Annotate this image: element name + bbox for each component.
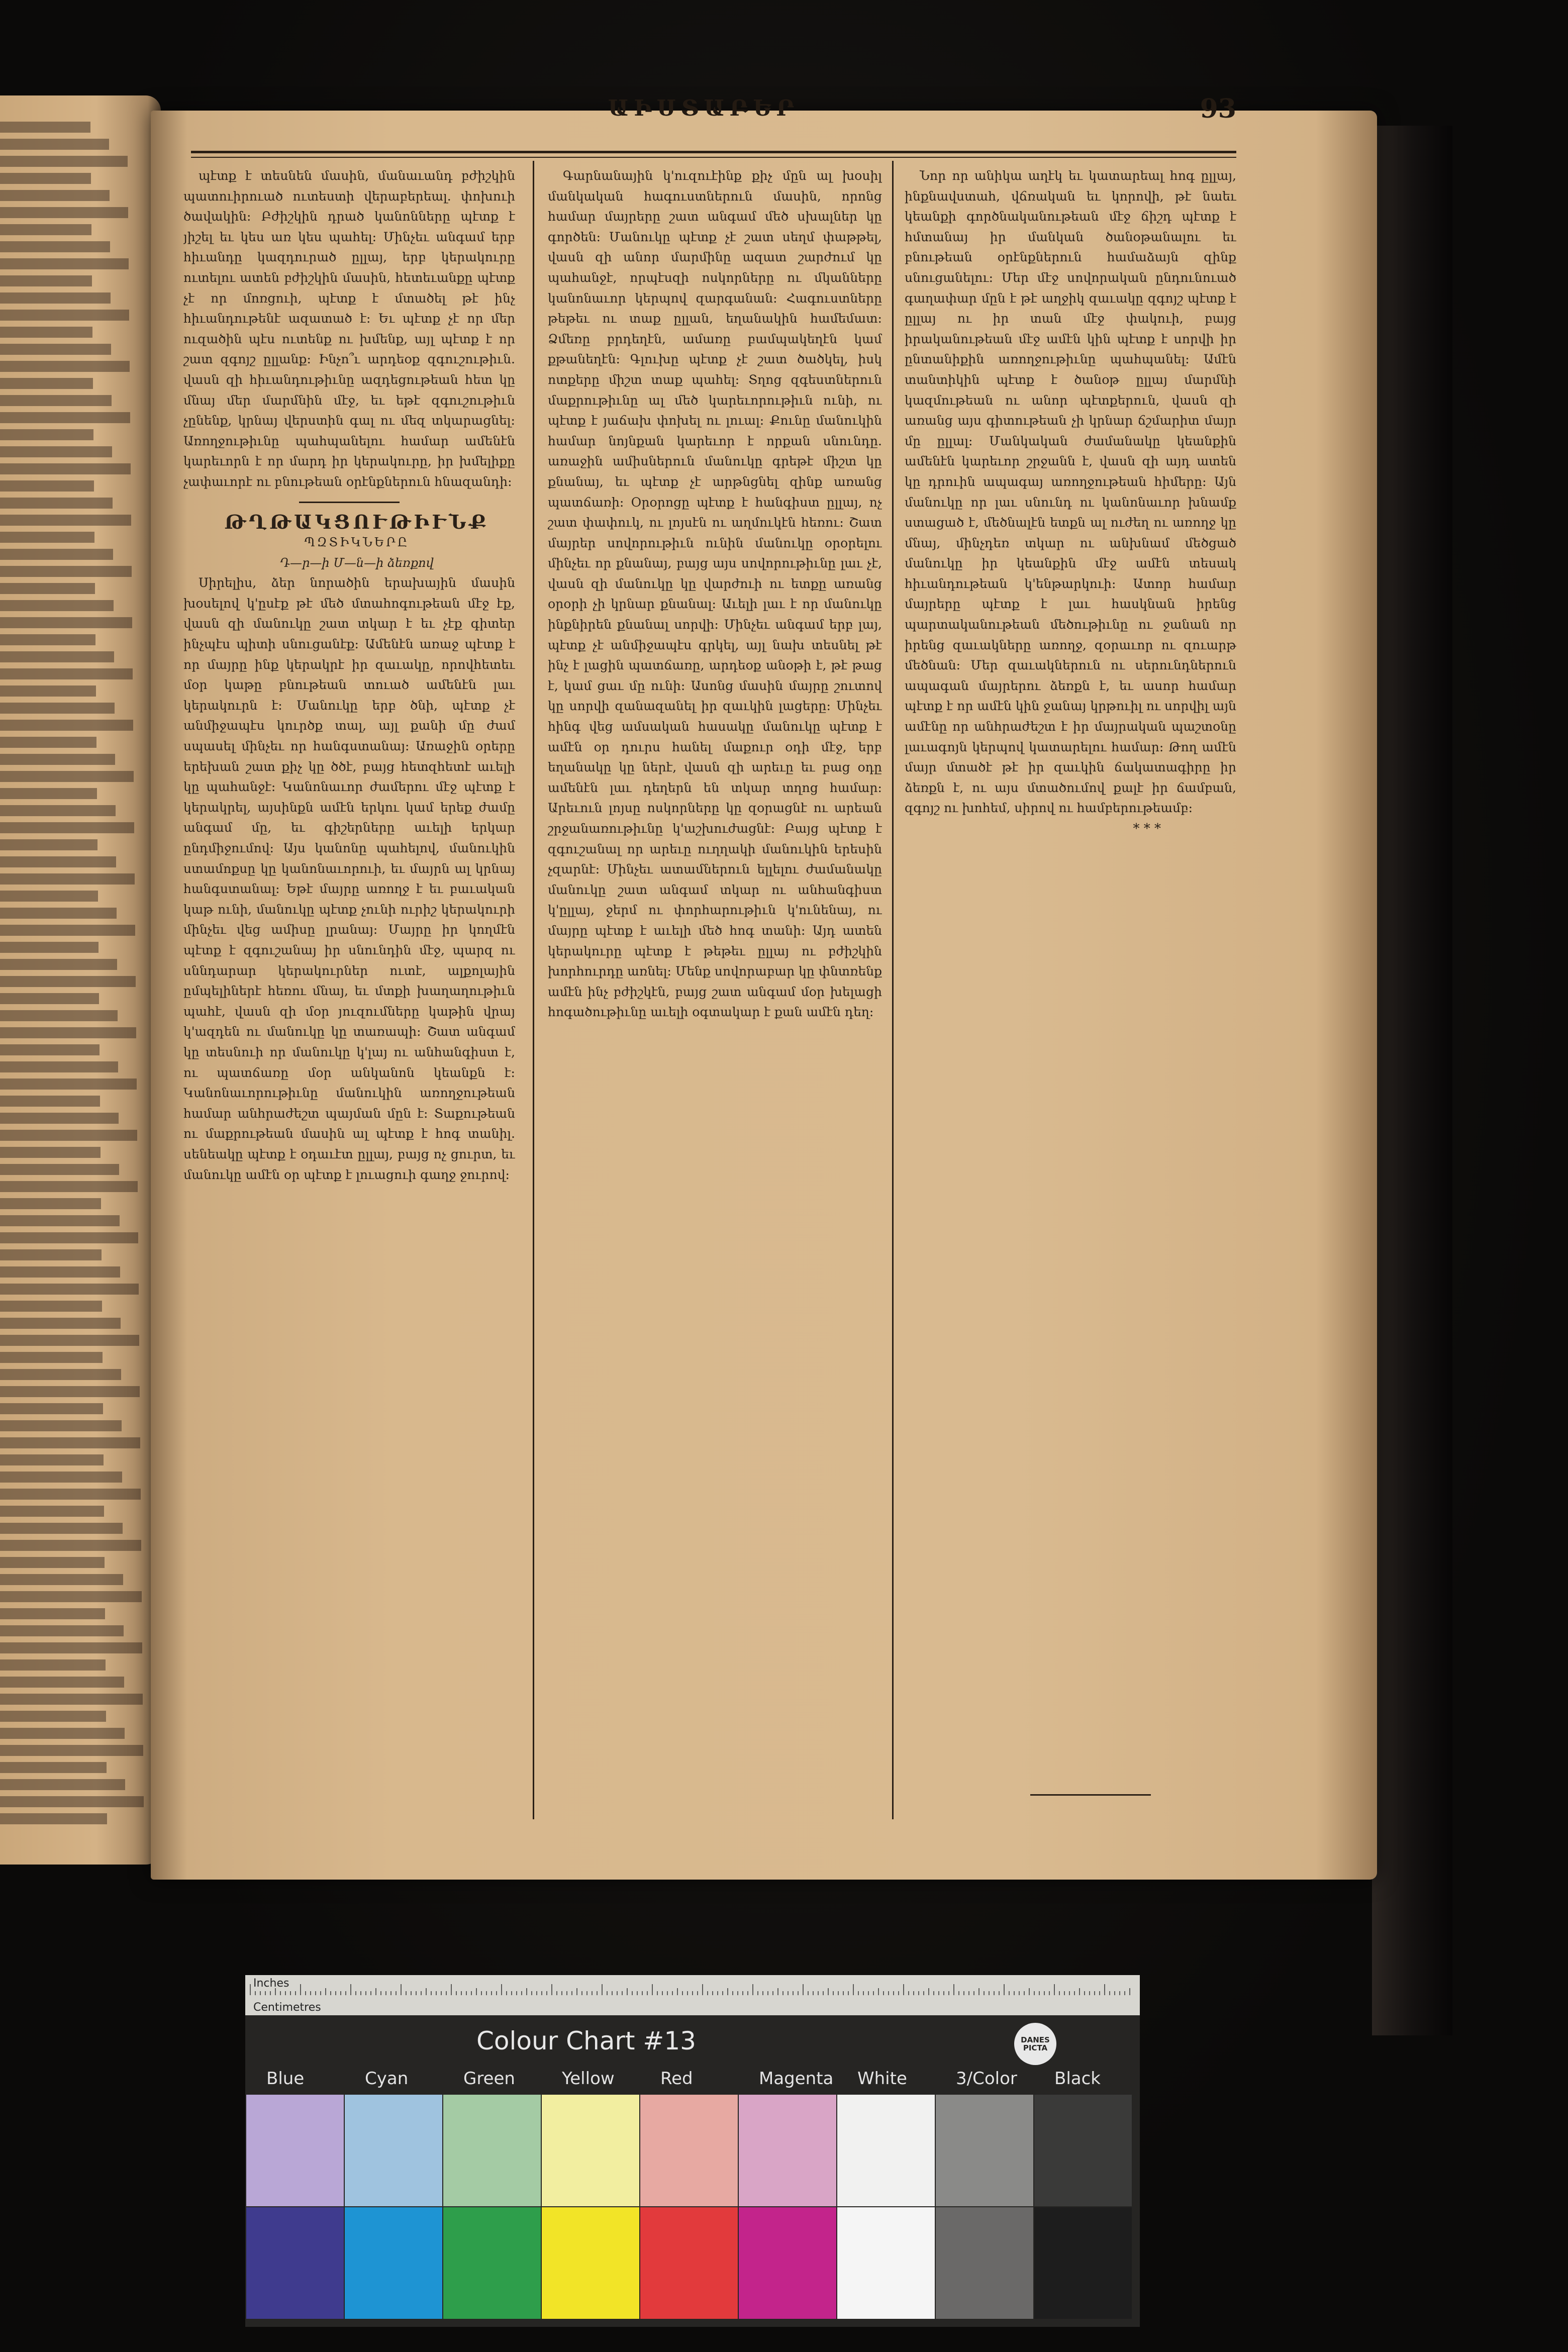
swatch-label: Yellow xyxy=(562,2069,615,2089)
swatch-light xyxy=(739,2095,836,2206)
left-page-line xyxy=(0,327,92,338)
page-number: 93 xyxy=(1200,93,1236,124)
left-page-line xyxy=(0,976,136,987)
left-page-line xyxy=(0,1318,121,1329)
left-page-line xyxy=(0,1728,125,1739)
left-page-line xyxy=(0,1335,139,1346)
column-3 xyxy=(905,166,1236,1774)
left-page-line xyxy=(0,771,134,782)
page-header xyxy=(181,85,1236,146)
left-page-line xyxy=(0,1113,119,1124)
left-page-line xyxy=(0,1130,137,1141)
ruler xyxy=(245,1975,1140,2015)
left-page-line xyxy=(0,378,93,389)
swatch-label: 3/Color xyxy=(956,2069,1017,2089)
header-rule-thin xyxy=(191,157,1236,158)
ruler-cm-label: Centimetres xyxy=(253,2001,321,2014)
left-page-line xyxy=(0,480,94,492)
left-page-line xyxy=(0,1745,143,1756)
left-page-line xyxy=(0,395,112,406)
swatch-light xyxy=(640,2095,738,2206)
left-page-line xyxy=(0,1181,138,1192)
left-page-line xyxy=(0,498,113,509)
swatch-label: Red xyxy=(660,2069,693,2089)
left-page-line xyxy=(0,1677,124,1688)
header-rule xyxy=(191,151,1236,153)
left-page-line xyxy=(0,1079,137,1090)
left-page-line xyxy=(0,1642,142,1653)
left-page-line xyxy=(0,1523,123,1534)
left-page-line xyxy=(0,1506,104,1517)
left-page-line xyxy=(0,566,132,577)
left-page-line xyxy=(0,1215,120,1226)
left-page-line xyxy=(0,1249,102,1260)
left-page-line xyxy=(0,1010,118,1021)
swatch-light xyxy=(246,2095,344,2206)
left-page-line xyxy=(0,839,97,850)
left-page-line xyxy=(0,685,96,697)
left-page-line xyxy=(0,292,111,304)
left-page-line xyxy=(0,891,98,902)
swatch-label: Blue xyxy=(266,2069,305,2089)
left-page-line xyxy=(0,1096,100,1107)
signature-stars: * * * xyxy=(1133,821,1161,836)
left-page-line xyxy=(0,1574,123,1585)
left-page-line xyxy=(0,617,132,628)
left-page-line xyxy=(0,1779,125,1790)
left-page-line xyxy=(0,959,117,970)
left-page-line xyxy=(0,446,112,457)
left-page-line xyxy=(0,429,93,440)
book-cover-edge xyxy=(1372,126,1452,2035)
left-page-line xyxy=(0,258,129,269)
swatch-light xyxy=(936,2095,1033,2206)
swatch-dark xyxy=(345,2207,442,2319)
column-2-text: Գարնանային կ'ուզուէինք քիչ մըն ալ խօսիլ մանկական հագուստներուն մասին, որոնց համար մայրերը շատ անգամ մեծ սխալներ կը գործեն։ Մանուկը պէտք չէ շատ սեղմ փաթթել, վասն զի անոր մարմինը ազատ շարժում կը պահանջէ, որպէսզի ոսկորները ու մկանները կանոնաւոր կերպով զարգանան։ Հագուստները թեթեւ ու տաք ըլլան, եղանակին համեմատ։ Ձմեռը բրդեղէն, ամառը բամպակեղէն կամ քթանեղէն։ Գլուխը պէտք չէ շատ ծածկել, իսկ ոտքերը միշտ տաք պահել։ Տղոց զգեստներուն մաքրութիւնը ալ մեծ կարեւորութիւն ունի, ու պէտք է յաճախ փոխել ու լուալ։ Քունը մանուկին համար նոյնքան կարեւոր է որքան սնունդը. առաջին ամիսներուն մանուկը գրեթէ միշտ կը քնանայ, եւ պէտք չէ արթնցնել զինք առանց պատճառի։ Օրօրոցը պէտք է հանգիստ ըլլայ, ոչ շատ փափուկ, ու լոյսէն ու աղմուկէն հեռու։ Շատ մայրեր սովորութիւն ունին մանուկը օրօրելու մինչեւ որ քնանայ, բայց այս սովորութիւնը լաւ չէ, վասն զի մանուկը կը վարժուի ու ետքը առանց օրօրի չի կրնար քնանալ։ Աւելի լաւ է որ մանուկը ինքնիրեն քնանալ սորվի։ Մինչեւ անգամ երբ լայ, պէտք չէ անմիջապէս գրկել, այլ նախ տեսնել թէ ինչ է լացին պատճառը, արդեօք անօթի է, թէ թաց է, կամ ցաւ մը ունի։ Ասոնց մասին մայրը շուտով կը սորվի զանազանել իր զաւկին լացերը։ Մինչեւ հինգ վեց ամսական հասակը մանուկը պէտք է ամէն օր դուրս հանել մաքուր օդի մէջ, երբ եղանակը կը ներէ, վասն զի արեւը եւ բաց օդը ամենէն լաւ դեղերն են տկար տղոց համար։ Արեւուն լոյսը ոսկորները կը զօրացնէ ու արեան շրջանառութիւնը կ'աշխուժացնէ։ Բայց պէտք է զգուշանալ որ արեւը ուղղակի մանուկին երեսին չզարնէ։ Մինչեւ ատամներուն ելլելու ժամանակը մանուկը շատ անգամ տկար ու անհանգիստ կ'ըլլայ, ջերմ ու փորհարութիւն կ'ունենայ, ու մայրը պէտք է աւելի մեծ հոգ տանի։ Այդ ատեն կերակուրը պէտք է թեթեւ ըլլայ ու բժիշկին խորհուրդը առնել։ Մենք սովորաբար կը փնտռենք ամէն ինչ բժիշկէն, բայց շատ անգամ մօր խելացի հոգածութիւնը աւելի օգտակար է քան ամէն դեղ։ xyxy=(548,168,882,1020)
column-3-text: Նոր որ անիկա աղէկ եւ կատարեալ հոգ ըլլայ, ինքնավստահ, վճռական եւ կորովի, թէ նաեւ կեանքի գործնականութեան մէջ ճիշդ պէտք է հմտանայ իր մանկան ծանօթանալու եւ բնութեան օրէնքներուն համաձայն զինք սնուցանելու։ Մեր մէջ սովորական ընդունուած գաղափար մըն է թէ աղջիկ զաւակը զգոյշ պէտք է ըլլայ ու իր տան մէջ փակուի, բայց իրականութեան մէջ ամէն կին պէտք է սորվի իր ընտանիքին առողջութիւնը պահպանել։ Ամէն տանտիկին պէտք է ծանօթ ըլլայ մարմնի կազմութեան ու անոր պէտքերուն, վասն զի առանց այս գիտութեան չի կրնար ճշմարիտ մայր մը ըլլալ։ Մանկական ժամանակը կեանքին ամենէն կարեւոր շրջանն է, վասն զի այդ ատեն կը դրուին ապագայ առողջութեան հիմերը։ Այն մանուկը որ լաւ սնունդ ու կանոնաւոր խնամք ստացած է, մեծնալէն ետքն ալ ուժեղ ու առողջ կը մնայ, մինչդեռ տկար ու անխնամ մեծցած մանուկը իր կեանքին մէջ ամէն տեսակ հիւանդութեան կ'ենթարկուի։ Ատոր համար մայրերը պէտք է լաւ հասկնան իրենց պարտականութեան մեծութիւնը ու ջանան որ իրենց զաւակները առողջ, զօրաւոր ու զուարթ մեծնան։ Մեր զաւակներուն ու սերունդներուն ապագան մայրերու ձեռքն է, եւ ասոր համար պէտք է որ ամէն կին ջանայ կրթուիլ ու սորվիլ այն ամէնը որ անհրաժեշտ է իր մայրական պաշտօնը լաւագոյն կերպով կատարելու համար։ Թող ամէն մայր մտածէ թէ իր զաւկին ճակատագիրը իր ձեռքն է, ու այս մտածումով քալէ իր ճամբան, զգոյշ ու խոհեմ, սիրով ու համբերութեամբ։ xyxy=(905,168,1236,816)
left-page-line xyxy=(0,651,114,662)
swatch-light xyxy=(837,2095,935,2206)
swatch-dark xyxy=(1034,2207,1132,2319)
left-page-line xyxy=(0,1420,122,1431)
swatch-labels xyxy=(245,2069,1140,2089)
left-page-line xyxy=(0,1352,103,1363)
left-page-line xyxy=(0,515,131,526)
left-page-line xyxy=(0,925,135,936)
left-page-line xyxy=(0,668,133,679)
left-page-line xyxy=(0,703,115,714)
left-page-line xyxy=(0,1796,144,1807)
left-page-line xyxy=(0,942,99,953)
left-page-line xyxy=(0,993,99,1004)
column-1-text-body: Սիրելիս, ձեր նորածին երախային մասին խօսելով կ'ըսէք թէ մեծ մտահոգութեան մէջ էք, վասն զի մանուկը շատ տկար է եւ չէք գիտեր ինչպէս պիտի սնուցանէք։ Ամենէն առաջ պէտք է որ մայրը ինք կերակրէ իր զաւակը, որովհետեւ մօր կաթը բնութեան տուած ամենէն լաւ կերակուրն է։ Մանուկը երբ ծնի, պէտք չէ անմիջապէս կուրծք տալ, այլ քանի մը ժամ սպասել մինչեւ որ հանգստանայ։ Առաջին օրերը երեխան շատ քիչ կը ծծէ, բայց հետզհետէ աւելի կը պահանջէ։ Կանոնաւոր ժամերու մէջ պէտք է կերակրել, այսինքն ամէն երկու կամ երեք ժամը անգամ մը, եւ գիշերները աւելի երկար ընդմիջումով։ Այս կանոնը պահելով, մանուկին ստամոքսը կը կանոնաւորուի, եւ մայրն ալ կրնայ հանգստանալ։ Եթէ մայրը առողջ է եւ բաւական կաթ ունի, մանուկը պէտք չունի ուրիշ կերակուրի մինչեւ վեց ամիսը լրանայ։ Մայրը իր կողմէն պէտք է զգուշանայ իր սնունդին մէջ, պարզ ու սննդարար կերակուրներ ուտէ, ալքոլային ըմպելիներէ հեռու մնայ, եւ մտքի խաղաղութիւն պահէ, վասն զի մօր յուզումները կաթին վրայ կ'ազդեն ու մանուկը կը տառապի։ Շատ անգամ կը տեսնուի որ մանուկը կ'լայ ու անհանգիստ է, ու պատճառը մօր անկանոն կեանքն է։ Կանոնաւորութիւնը մանուկին առողջութեան համար անհրաժեշտ պայման մըն է։ Տաքութեան ու մաքրութեան մասին ալ պէտք է հոգ տանիլ. սենեակը պէտք է օդաւէտ ըլլայ, բայց ոչ ցուրտ, եւ մանուկը ամէն օր պէտք է լուացուի գաղջ ջուրով։ xyxy=(183,575,515,1182)
left-page-line xyxy=(0,549,113,560)
left-page-line xyxy=(0,207,128,218)
left-page-line xyxy=(0,1061,118,1072)
left-page-line xyxy=(0,908,117,919)
left-page-line xyxy=(0,1762,107,1773)
column-2 xyxy=(548,166,882,1804)
left-page-line xyxy=(0,822,134,833)
logo: DANES PICTA xyxy=(1014,2023,1056,2065)
swatch-dark xyxy=(739,2207,836,2319)
swatch-light xyxy=(345,2095,442,2206)
section-title: ԹՂԹԱԿՑՈՒԹԻՒՆՔ xyxy=(224,510,489,533)
left-page-line xyxy=(0,754,115,765)
left-page-line xyxy=(0,1694,143,1705)
left-page-line xyxy=(0,805,116,816)
left-page-line xyxy=(0,156,128,167)
left-page-line xyxy=(0,241,110,252)
left-page-line xyxy=(0,1557,105,1568)
left-page-line xyxy=(0,856,116,867)
left-page-line xyxy=(0,1232,138,1243)
left-page-text-lines xyxy=(0,116,146,1824)
left-page-line xyxy=(0,1386,140,1397)
column-1 xyxy=(183,166,515,1804)
left-page-line xyxy=(0,1540,141,1551)
left-page-line xyxy=(0,412,130,423)
left-page-line xyxy=(0,1369,121,1380)
swatch-label: Cyan xyxy=(365,2069,409,2089)
left-page-line xyxy=(0,1147,101,1158)
column-divider-1 xyxy=(533,161,534,1819)
left-page-line xyxy=(0,873,135,885)
swatch-dark xyxy=(837,2207,935,2319)
swatch-light xyxy=(1034,2095,1132,2206)
left-page-line xyxy=(0,1198,101,1209)
left-page-line xyxy=(0,634,95,645)
left-page-line xyxy=(0,600,114,611)
ruler-ticks xyxy=(245,1975,1140,2015)
left-page-line xyxy=(0,361,130,372)
left-page-line xyxy=(0,737,96,748)
left-page-line xyxy=(0,1284,139,1295)
left-page-line xyxy=(0,1472,122,1483)
swatch-light xyxy=(443,2095,541,2206)
author-line: Դ—ր—ի Մ—ն—ի ձեռքով xyxy=(280,555,434,570)
left-page-line xyxy=(0,1659,106,1671)
swatch-label: Magenta xyxy=(759,2069,834,2089)
subsection-title: ՊԶՏԻԿՆԵՐԸ xyxy=(304,535,410,550)
left-page-line xyxy=(0,275,92,286)
column-1-text-top: պէտք է տեսնեն մասին, մանաւանդ բժիշկին պատուիրուած ուտեստի վերաբերեալ. փոխուի ծավակին։ Բժիշկին դրած կանոնները պէտք է յիշել եւ կես առ կես պահել։ Մինչեւ անգամ երբ հիւանդը կազդուրած ըլլայ, երբ կերակուրը ուտելու ատեն բժիշկին մասին, հետեւանքը պէտք չէ որ մոռցուի, պէտք է մտածել թէ ինչ հիւանդութենէ ազատած է։ Եւ պէտք չէ որ մեր ուզածին պէս ուտենք ու խմենք, այլ պէտք է որ շատ զգոյշ ըլլանք։ Ինչո՞ւ արդեօք զգուշութիւն. վասն զի հիւանդութիւնը ազդեցութեան հետ կը մնայ մեր մարմնին մէջ, եւ եթէ զգուշութիւն չընենք, կրնայ վերստին գալ ու մեզ տկարացնել։ Առողջութիւնը պահպանելու համար ամենէն կարեւորն է որ մարդ իր կերակուրը, իր խմելիքը չափաւորէ ու բնութեան օրէնքներուն հնազանդի։ xyxy=(183,168,515,489)
journal-title: ԱԻՍՏԱԲԵՐ xyxy=(608,95,800,121)
left-page-line xyxy=(0,224,91,235)
left-page-line xyxy=(0,1266,120,1278)
left-page-line xyxy=(0,1711,106,1722)
swatch-dark xyxy=(443,2207,541,2319)
left-page-line xyxy=(0,532,94,543)
left-page-line xyxy=(0,1625,124,1636)
left-page-line xyxy=(0,1301,102,1312)
left-page-line xyxy=(0,1437,140,1448)
article-end-rule xyxy=(1030,1794,1151,1796)
swatch-dark xyxy=(246,2207,344,2319)
left-page-line xyxy=(0,1454,104,1465)
left-page-line xyxy=(0,1027,136,1038)
swatch-dark xyxy=(640,2207,738,2319)
left-page-fragment xyxy=(0,95,161,1865)
section-divider xyxy=(299,502,400,503)
left-page-line xyxy=(0,1164,119,1175)
swatch-row-dark xyxy=(245,2207,1140,2320)
left-page-line xyxy=(0,1489,141,1500)
swatch-dark xyxy=(542,2207,639,2319)
left-page-line xyxy=(0,190,110,201)
left-page-line xyxy=(0,463,131,474)
left-page-line xyxy=(0,583,95,594)
colour-chart xyxy=(245,1975,1140,2327)
left-page-line xyxy=(0,122,90,133)
left-page-line xyxy=(0,310,129,321)
left-page-line xyxy=(0,1608,105,1619)
left-page-line xyxy=(0,173,91,184)
left-page-line xyxy=(0,1813,107,1824)
left-page-line xyxy=(0,720,133,731)
left-page-line xyxy=(0,344,111,355)
swatch-label: Black xyxy=(1054,2069,1101,2089)
column-divider-2 xyxy=(892,161,894,1819)
colour-chart-title: Colour Chart #13 xyxy=(476,2026,696,2055)
ruler-inches-label: Inches xyxy=(253,1977,289,1990)
swatch-dark xyxy=(936,2207,1033,2319)
left-page-line xyxy=(0,1403,103,1414)
left-page-line xyxy=(0,1591,142,1602)
left-page-line xyxy=(0,139,109,150)
swatch-light xyxy=(542,2095,639,2206)
swatch-label: White xyxy=(857,2069,907,2089)
swatch-row-light xyxy=(245,2095,1140,2208)
left-page-line xyxy=(0,788,97,799)
swatch-label: Green xyxy=(463,2069,515,2089)
left-page-line xyxy=(0,1044,100,1055)
